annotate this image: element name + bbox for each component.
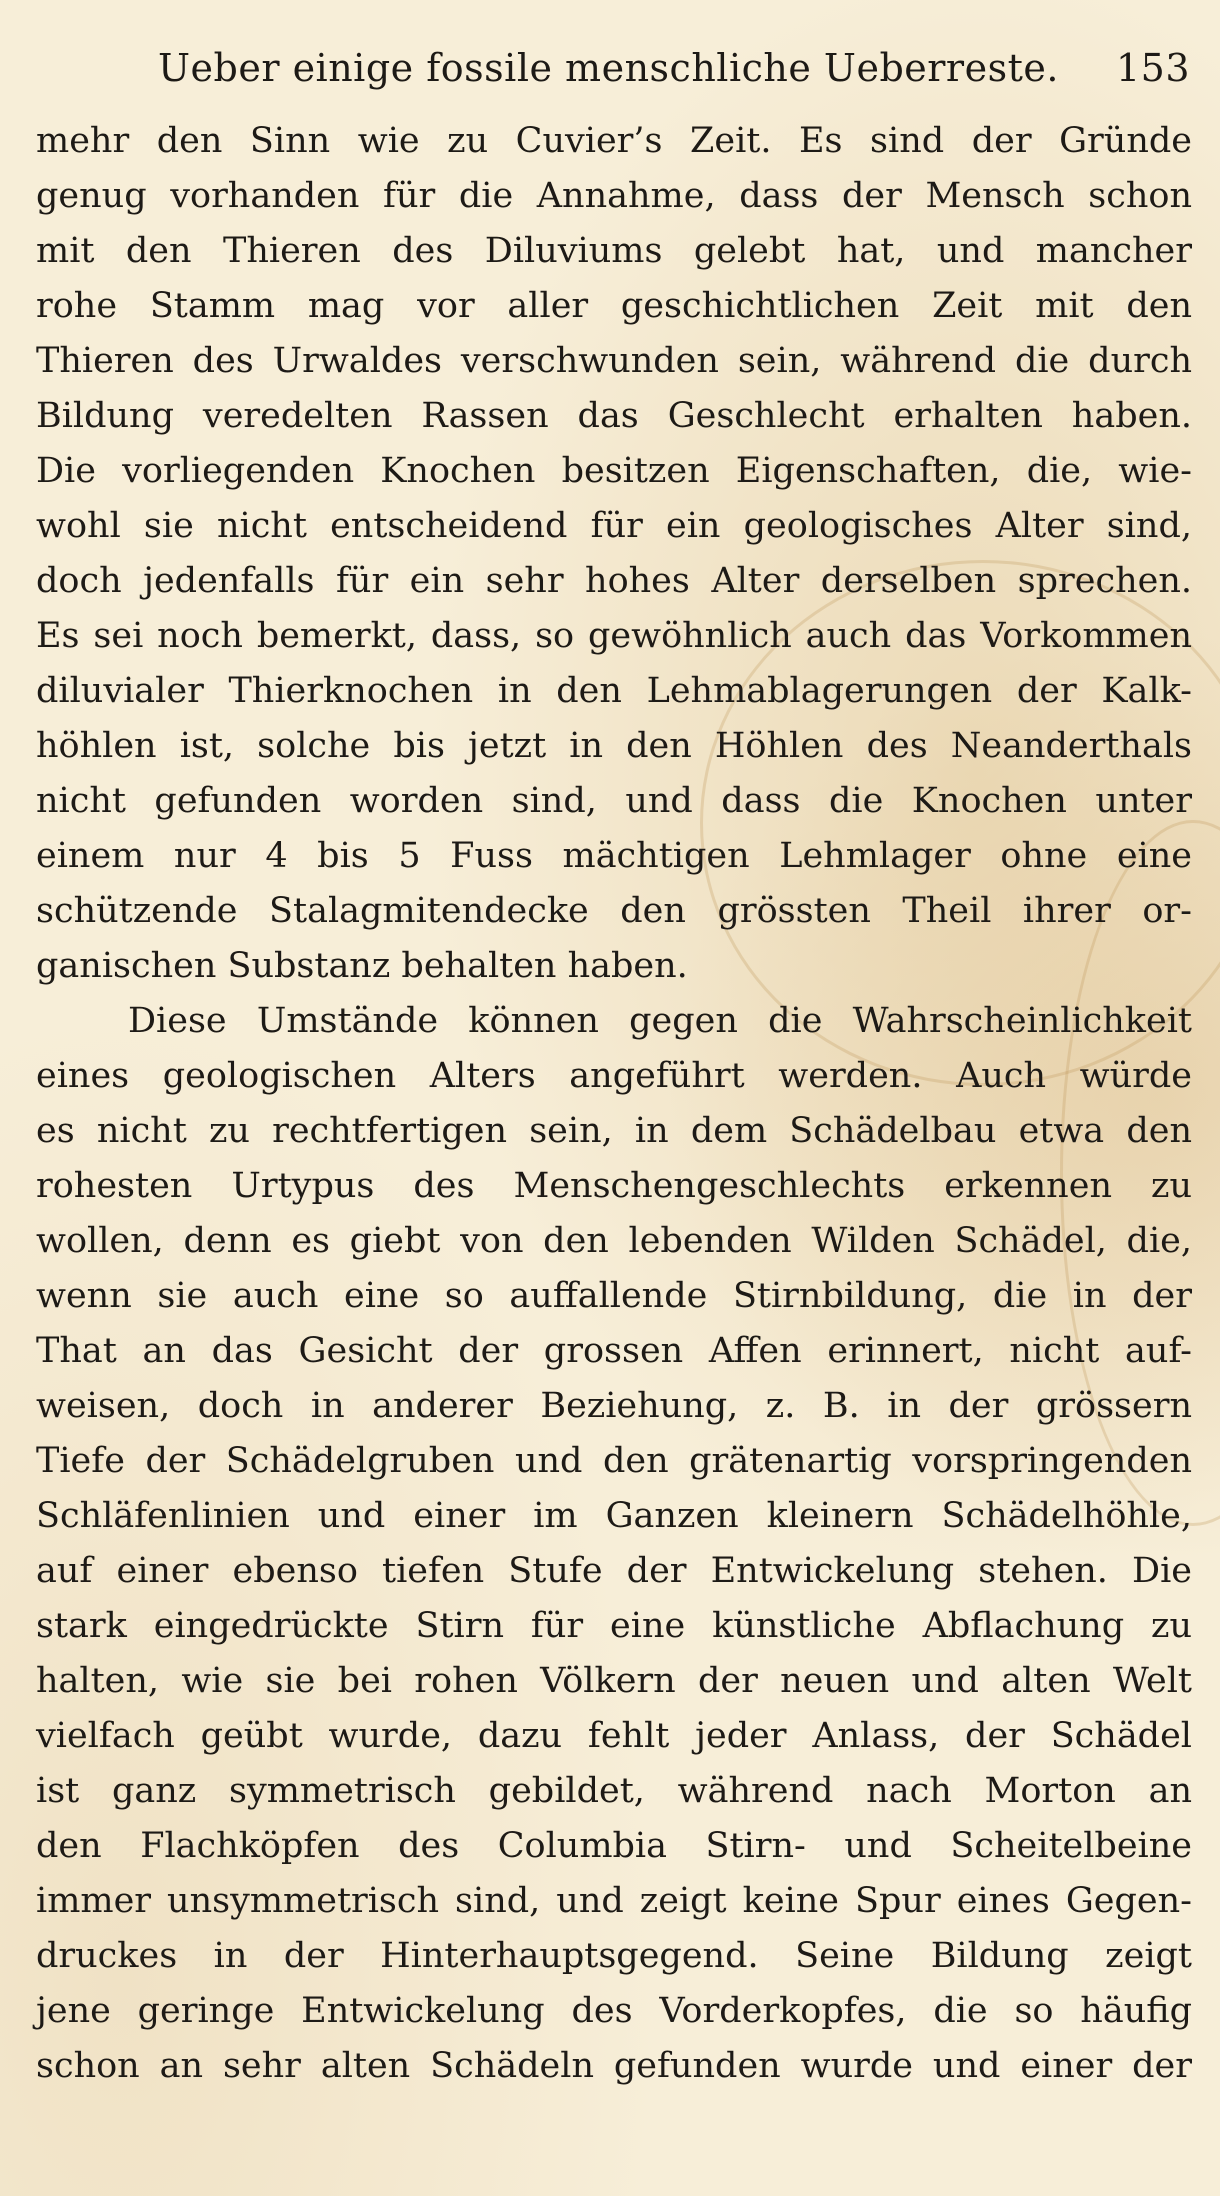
text-line: wollen, denn es giebt von den lebenden Wilden Schädel, die, (36, 1221, 1192, 1261)
text-line: einem nur 4 bis 5 Fuss mächtigen Lehmlager ohne eine (36, 836, 1192, 876)
text-line: genug vorhanden für die Annahme, dass der Mensch schon (36, 176, 1192, 216)
text-line: That an das Gesicht der grossen Affen erinnert, nicht auf- (36, 1331, 1192, 1371)
text-line: eines geologischen Alters angeführt werden. Auch würde (36, 1056, 1192, 1096)
text-line: druckes in der Hinterhauptsgegend. Seine Bildung zeigt (36, 1936, 1192, 1976)
text-line: höhlen ist, solche bis jetzt in den Höhlen des Neanderthals (36, 726, 1192, 766)
text-line: mehr den Sinn wie zu Cuvier’s Zeit. Es sind der Gründe (36, 121, 1192, 161)
text-line: diluvialer Thierknochen in den Lehmablagerungen der Kalk- (36, 671, 1192, 711)
text-line: den Flachköpfen des Columbia Stirn- und Scheitelbeine (36, 1826, 1192, 1866)
text-line: Die vorliegenden Knochen besitzen Eigenschaften, die, wie- (36, 451, 1192, 491)
text-line: Tiefe der Schädelgruben und den grätenartig vorspringenden (36, 1441, 1192, 1481)
text-line: ist ganz symmetrisch gebildet, während nach Morton an (36, 1771, 1192, 1811)
page-number: 153 (1115, 46, 1190, 90)
running-title: Ueber einige fossile menschliche Ueberreste. (158, 46, 1059, 90)
text-line: Diese Umstände können gegen die Wahrscheinlichkeit (128, 1001, 1192, 1041)
text-line: schützende Stalagmitendecke den grössten Theil ihrer or- (36, 891, 1192, 931)
text-line: Thieren des Urwaldes verschwunden sein, während die durch (36, 341, 1192, 381)
text-line: doch jedenfalls für ein sehr hohes Alter derselben sprechen. (36, 561, 1192, 601)
text-line: rohesten Urtypus des Menschengeschlechts erkennen zu (36, 1166, 1192, 1206)
running-header (158, 40, 1190, 96)
text-line: halten, wie sie bei rohen Völkern der neuen und alten Welt (36, 1661, 1192, 1701)
text-line: vielfach geübt wurde, dazu fehlt jeder Anlass, der Schädel (36, 1716, 1192, 1756)
text-line: wenn sie auch eine so auffallende Stirnbildung, die in der (36, 1276, 1192, 1316)
text-line: mit den Thieren des Diluviums gelebt hat, und mancher (36, 231, 1192, 271)
text-line: ganischen Substanz behalten haben. (36, 946, 688, 986)
text-line: Schläfenlinien und einer im Ganzen kleinern Schädelhöhle, (36, 1496, 1192, 1536)
text-line: stark eingedrückte Stirn für eine künstliche Abflachung zu (36, 1606, 1192, 1646)
text-line: Bildung veredelten Rassen das Geschlecht erhalten haben. (36, 396, 1192, 436)
text-line: weisen, doch in anderer Beziehung, z. B. in der grössern (36, 1386, 1192, 1426)
text-line: rohe Stamm mag vor aller geschichtlichen Zeit mit den (36, 286, 1192, 326)
text-line: auf einer ebenso tiefen Stufe der Entwickelung stehen. Die (36, 1551, 1192, 1591)
text-line: es nicht zu rechtfertigen sein, in dem Schädelbau etwa den (36, 1111, 1192, 1151)
text-line: jene geringe Entwickelung des Vorderkopfes, die so häufig (36, 1991, 1192, 2031)
text-line: Es sei noch bemerkt, dass, so gewöhnlich auch das Vorkommen (36, 616, 1192, 656)
text-line: schon an sehr alten Schädeln gefunden wurde und einer der (36, 2046, 1192, 2086)
text-line: immer unsymmetrisch sind, und zeigt keine Spur eines Gegen- (36, 1881, 1192, 1921)
text-line: nicht gefunden worden sind, und dass die Knochen unter (36, 781, 1192, 821)
text-line: wohl sie nicht entscheidend für ein geologisches Alter sind, (36, 506, 1192, 546)
body-text (36, 114, 1192, 2094)
